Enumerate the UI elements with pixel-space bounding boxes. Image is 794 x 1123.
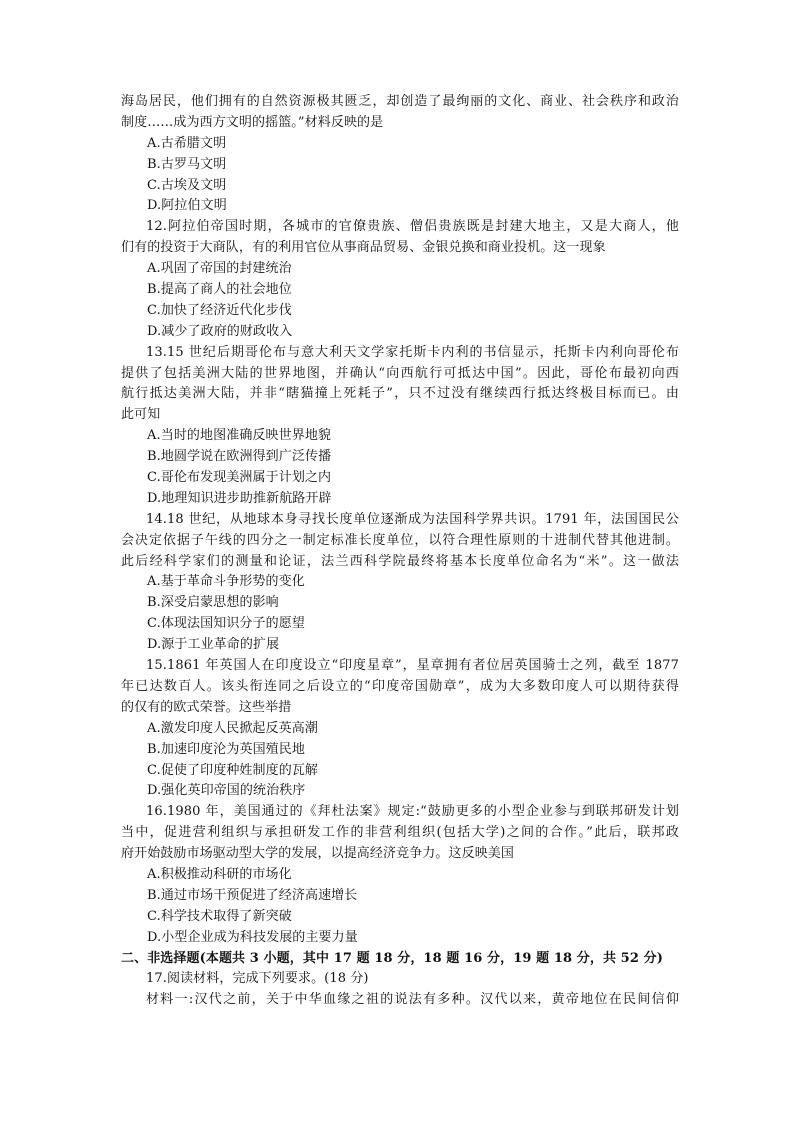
text-line: 当中，促进营利组织与承担研发工作的非营利组织(包括大学)之间的合作。”此后，联邦政 — [121, 825, 679, 841]
text-line: 会决定依据子午线的四分之一制定标准长度单位，以符合理性原则的十进制代替其他进制。 — [121, 532, 679, 548]
answer-option: B.提高了商人的社会地位 — [147, 282, 292, 298]
text-line: 提供了包括美洲大陆的世界地图，并确认“向西航行可抵达中国”。因此，哥伦布最初向西 — [121, 365, 679, 381]
answer-option: D.减少了政府的财政收入 — [147, 323, 293, 339]
text-line: 13.15 世纪后期哥伦布与意大利天文学家托斯卡内利的书信显示，托斯卡内利向哥伦布 — [146, 344, 679, 360]
answer-option: A.基于革命斗争形势的变化 — [147, 574, 305, 590]
answer-option: D.强化英印帝国的统治秩序 — [147, 783, 306, 799]
text-line: 府开始鼓励市场驱动型大学的发展，以提高经济竞争力。这反映美国 — [121, 846, 515, 862]
text-line: 12.阿拉伯帝国时期，各城市的官僚贵族、僧侣贵族既是封建大地主，又是大商人，他 — [146, 219, 679, 235]
answer-option: A.积极推动科研的市场化 — [147, 866, 292, 882]
text-line: 此可知 — [121, 407, 161, 423]
answer-option: C.体现法国知识分子的愿望 — [147, 616, 305, 632]
text-line: 16.1980 年，美国通过的《拜杜法案》规定:“鼓励更多的小型企业参与到联邦研发计划 — [146, 804, 679, 820]
text-line: 的仅有的欧式荣誉。这些举措 — [121, 699, 292, 715]
section-heading: 二、非选择题(本题共 3 小题，其中 17 题 18 分，18 题 16 分，19 题 18 分，共 52 分) — [121, 950, 663, 966]
answer-option: A.巩固了帝国的封建统治 — [147, 261, 292, 277]
text-line: 此后经科学家们的测量和论证，法兰西科学院最终将基本长度单位命名为“米”。这一做法 — [121, 553, 679, 569]
text-line: 海岛居民，他们拥有的自然资源极其匮乏，却创造了最绚丽的文化、商业、社会秩序和政治 — [121, 94, 679, 109]
answer-option: C.古埃及文明 — [147, 177, 227, 193]
answer-option: C.加快了经济近代化步伐 — [147, 302, 292, 318]
text-line: 14.18 世纪，从地球本身寻找长度单位逐渐成为法国科学界共识。1791 年，法国国民公 — [146, 511, 679, 527]
answer-option: B.地圆学说在欧洲得到广泛传播 — [147, 449, 332, 465]
answer-option: C.哥伦布发现美洲属于计划之内 — [147, 470, 332, 486]
answer-option: A.激发印度人民掀起反英高潮 — [147, 720, 318, 736]
text-line: 年已达数百人。该头衔连同之后设立的“印度帝国勋章”，成为大多数印度人可以期待获得 — [121, 678, 679, 694]
answer-option: A.当时的地图准确反映世界地貌 — [147, 428, 332, 444]
text-line: 航行抵达美洲大陆，并非“瞎猫撞上死耗子”，只不过没有继续西行抵达终极目标而已。由 — [121, 386, 679, 402]
answer-option: C.促使了印度种姓制度的瓦解 — [147, 762, 319, 778]
answer-option: B.通过市场干预促进了经济高速增长 — [147, 887, 358, 903]
text-line: 制度……成为西方文明的摇篮。”材料反映的是 — [121, 114, 384, 130]
answer-option: D.地理知识进步助推新航路开辟 — [147, 490, 332, 506]
answer-option: B.古罗马文明 — [147, 156, 227, 172]
answer-option: B.加速印度沦为英国殖民地 — [147, 741, 305, 757]
text-line: 们有的投资于大商队，有的利用官位从事商品贸易、金银兑换和商业投机。这一现象 — [121, 240, 606, 256]
answer-option: C.科学技术取得了新突破 — [147, 908, 292, 924]
answer-option: D.小型企业成为科技发展的主要力量 — [147, 929, 358, 945]
page-content — [121, 92, 679, 1011]
answer-option: D.阿拉伯文明 — [147, 198, 227, 214]
answer-option: B.深受启蒙思想的影响 — [147, 595, 279, 611]
text-line: 材料一:汉代之前，关于中华血缘之祖的说法有多种。汉代以来，黄帝地位在民间信仰 — [146, 992, 679, 1008]
answer-option: D.源于工业革命的扩展 — [147, 637, 280, 653]
answer-option: A.古希腊文明 — [147, 135, 227, 151]
text-line: 17.阅读材料，完成下列要求。(18 分) — [146, 971, 369, 987]
text-line: 15.1861 年英国人在印度设立“印度星章”，星章拥有者位居英国骑士之列，截至 1877 — [146, 658, 679, 674]
